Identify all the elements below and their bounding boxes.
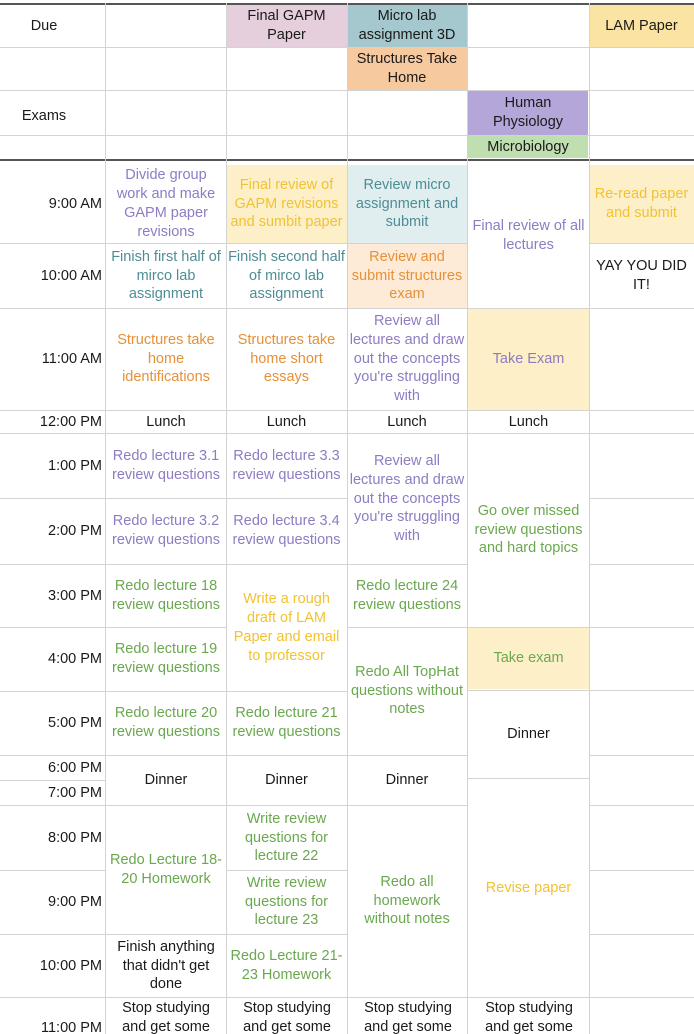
yay-cell[interactable]: YAY YOU DID IT! xyxy=(596,258,687,293)
grid-line xyxy=(0,627,226,628)
time-5pm: 5:00 PM xyxy=(48,714,102,731)
redo-31-cell[interactable]: Redo lecture 3.1 review questions xyxy=(112,448,220,483)
grid-line xyxy=(0,243,468,244)
grid-line xyxy=(468,778,589,779)
take-exam-2-cell[interactable]: Take exam xyxy=(468,627,589,689)
write-23-cell[interactable]: Write review questions for lecture 23 xyxy=(244,874,329,929)
grid-line xyxy=(467,3,468,1034)
grid-line xyxy=(347,3,348,1034)
redo-24-cell[interactable]: Redo lecture 24 review questions xyxy=(353,578,461,613)
grid-line xyxy=(589,934,694,935)
grid-line xyxy=(589,498,694,499)
grid-line xyxy=(226,3,227,1034)
redo-21-cell[interactable]: Redo lecture 21 review questions xyxy=(232,705,341,740)
dinner-cell-3[interactable]: Dinner xyxy=(385,771,429,788)
take-exam-cell[interactable]: Take Exam xyxy=(468,308,589,410)
dinner-cell-1[interactable]: Dinner xyxy=(144,771,188,788)
lunch-cell-1[interactable]: Lunch xyxy=(146,413,186,430)
time-10pm: 10:00 PM xyxy=(39,957,102,974)
review-lectures-am-cell[interactable]: Review all lectures and draw out the concepts you're struggling with xyxy=(349,312,465,405)
review-structures-cell[interactable]: Review and submit structures exam xyxy=(347,244,467,308)
redo-tophat-cell[interactable]: Redo All TopHat questions without notes xyxy=(350,663,464,718)
time-11am: 11:00 AM xyxy=(41,350,102,367)
structures-due[interactable]: Structures Take Home xyxy=(347,48,467,90)
grid-line xyxy=(0,755,468,756)
time-1pm: 1:00 PM xyxy=(48,457,102,474)
stop-cell-2[interactable]: Stop studying and get some xyxy=(243,1000,331,1034)
redo-20-cell[interactable]: Redo lecture 20 review questions xyxy=(112,705,220,740)
time-6pm: 6:00 PM xyxy=(48,759,102,776)
grid-line xyxy=(589,243,694,244)
grid-line xyxy=(0,498,347,499)
dinner-cell-4[interactable]: Dinner xyxy=(507,725,550,742)
grid-line xyxy=(347,627,694,628)
grid-line xyxy=(468,690,694,691)
divide-group-cell[interactable]: Divide group work and make GAPM paper revisions xyxy=(116,167,216,240)
time-2pm: 2:00 PM xyxy=(48,522,102,539)
time-8pm: 8:00 PM xyxy=(48,829,102,846)
stop-cell-1[interactable]: Stop studying and get some xyxy=(122,1000,210,1034)
grid-line xyxy=(589,755,694,756)
exams-label: Exams xyxy=(21,107,67,124)
lunch-cell-3[interactable]: Lunch xyxy=(387,413,427,430)
grid-line xyxy=(0,564,468,565)
grid-line xyxy=(0,870,106,871)
grid-line xyxy=(589,805,694,806)
dinner-cell-2[interactable]: Dinner xyxy=(265,771,308,788)
human-physiology-exam[interactable]: Human Physiology xyxy=(468,91,588,135)
write-22-cell[interactable]: Write review questions for lecture 22 xyxy=(244,810,329,865)
grid-line xyxy=(0,934,347,935)
time-11pm: 11:00 PM xyxy=(41,1019,102,1034)
final-review-all-cell[interactable]: Final review of all lectures xyxy=(472,218,585,253)
lunch-cell-2[interactable]: Lunch xyxy=(266,413,307,430)
review-micro-cell[interactable]: Review micro assignment and submit xyxy=(347,165,467,243)
time-12pm: 12:00 PM xyxy=(39,413,102,430)
final-gapm-due[interactable]: Final GAPM Paper xyxy=(226,5,347,47)
lunch-cell-4[interactable]: Lunch xyxy=(508,413,549,430)
stop-cell-4[interactable]: Stop studying and get some xyxy=(485,1000,573,1034)
second-half-lab-cell[interactable]: Finish second half of mirco lab assignment xyxy=(228,248,345,303)
finish-anything-cell[interactable]: Finish anything that didn't get done xyxy=(117,938,215,993)
grid-line xyxy=(589,564,694,565)
structures-essays-cell[interactable]: Structures take home short essays xyxy=(237,331,336,386)
grid-line xyxy=(589,3,590,1034)
review-lectures-pm-cell[interactable]: Review all lectures and draw out the concepts you're struggling with xyxy=(349,452,465,545)
structures-ids-cell[interactable]: Structures take home identifications xyxy=(117,331,215,386)
lam-paper-due[interactable]: LAM Paper xyxy=(589,5,694,47)
revise-paper-cell[interactable]: Revise paper xyxy=(485,879,572,896)
redo-19-cell[interactable]: Redo lecture 19 review questions xyxy=(112,641,220,676)
grid-line xyxy=(0,691,347,692)
microbiology-exam[interactable]: Microbiology xyxy=(468,136,588,158)
due-label: Due xyxy=(30,17,58,34)
grid-line xyxy=(105,3,106,1034)
reread-cell[interactable]: Re-read paper and submit xyxy=(589,165,694,243)
redo-33-cell[interactable]: Redo lecture 3.3 review questions xyxy=(232,448,341,483)
time-3pm: 3:00 PM xyxy=(48,587,102,604)
time-4pm: 4:00 PM xyxy=(48,650,102,667)
redo-18-cell[interactable]: Redo lecture 18 review questions xyxy=(112,578,220,613)
grid-line xyxy=(0,805,468,806)
redo-hw-cell[interactable]: Redo Lecture 18-20 Homework xyxy=(109,852,223,887)
grid-line xyxy=(0,780,106,781)
grid-line xyxy=(589,870,694,871)
first-half-lab-cell[interactable]: Finish first half of mirco lab assignment xyxy=(111,248,221,303)
time-7pm: 7:00 PM xyxy=(48,784,102,801)
go-over-missed-cell[interactable]: Go over missed review questions and hard topics xyxy=(474,502,583,557)
rough-draft-cell[interactable]: Write a rough draft of LAM Paper and email to professor xyxy=(233,591,340,664)
time-10am: 10:00 AM xyxy=(40,267,102,284)
redo-homework-cell[interactable]: Redo all homework without notes xyxy=(364,873,450,928)
time-9am: 9:00 AM xyxy=(48,195,102,212)
redo-32-cell[interactable]: Redo lecture 3.2 review questions xyxy=(112,513,220,548)
stop-cell-3[interactable]: Stop studying and get some xyxy=(364,1000,452,1034)
redo-34-cell[interactable]: Redo lecture 3.4 review questions xyxy=(232,513,341,548)
final-review-gapm-cell[interactable]: Final review of GAPM revisions and sumbit paper xyxy=(226,165,347,243)
micro-lab-due[interactable]: Micro lab assignment 3D xyxy=(347,5,467,47)
grid-line xyxy=(226,870,347,871)
redo-21-23-hw-cell[interactable]: Redo Lecture 21-23 Homework xyxy=(230,948,343,983)
time-9pm: 9:00 PM xyxy=(48,893,102,910)
